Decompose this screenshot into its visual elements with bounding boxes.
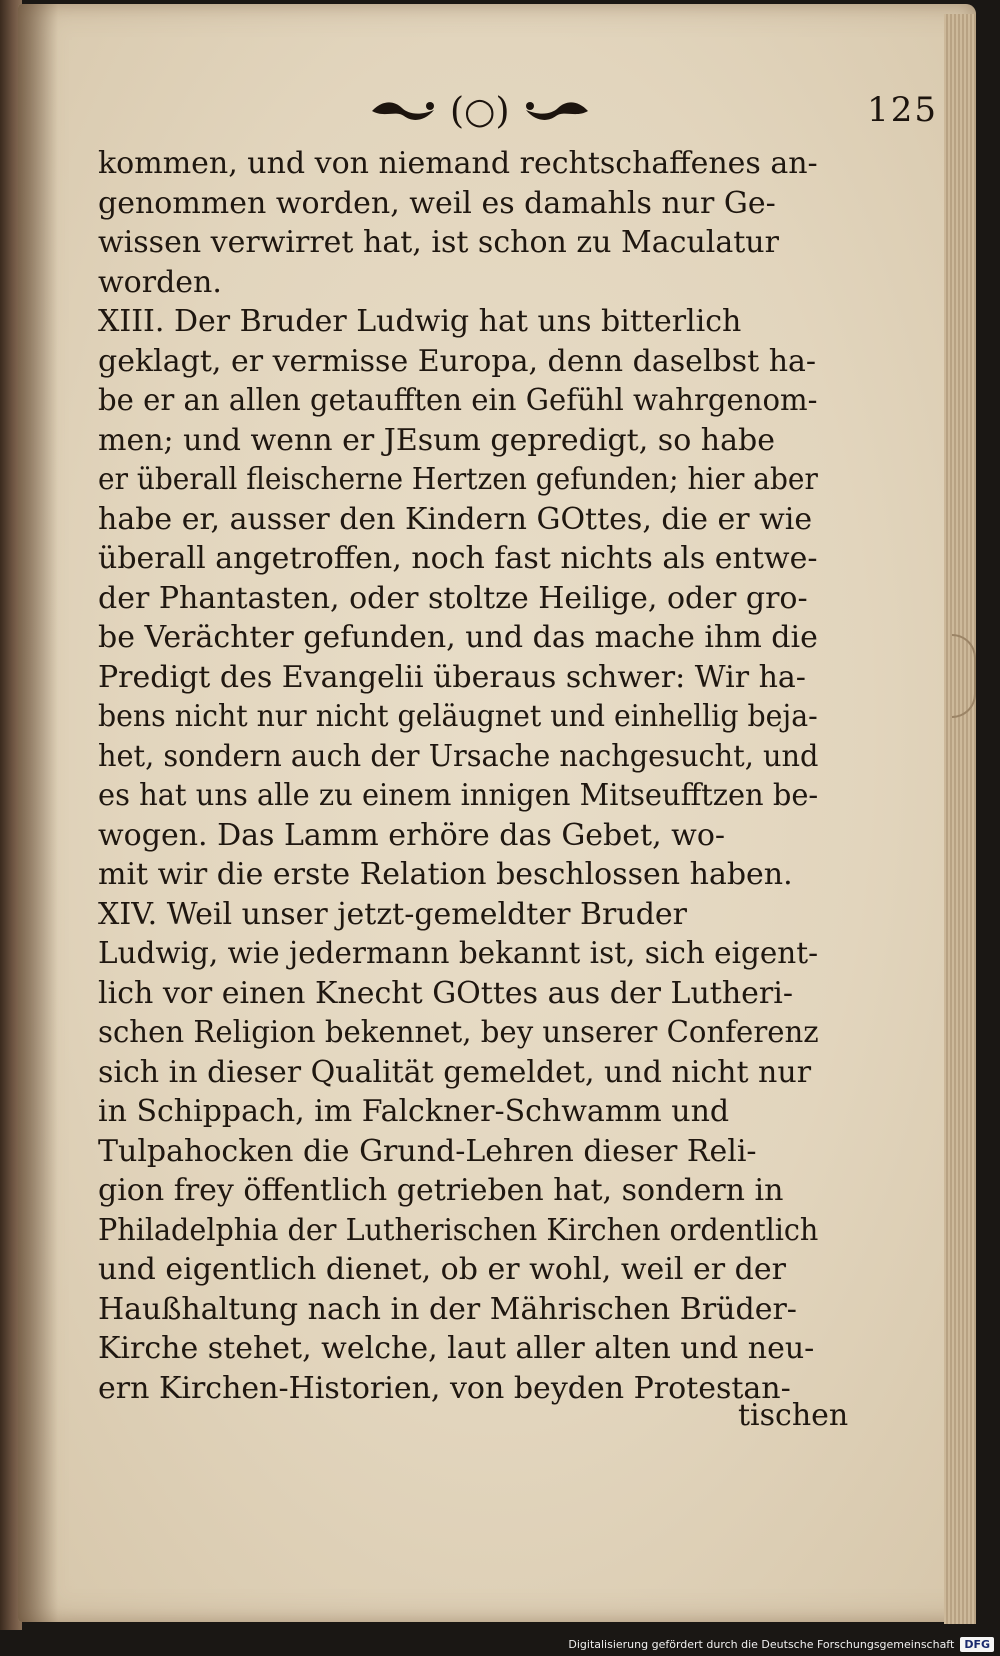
text-line: kommen, und von niemand rechtschaffenes an- <box>98 146 818 181</box>
text-line: er überall fleischerne Hertzen gefunden; hier aber <box>98 462 818 497</box>
text-line: men; und wenn er JEsum gepredigt, so habe <box>98 422 775 458</box>
text-line: Tulpahocken die Grund-Lehren dieser Reli- <box>98 1133 757 1169</box>
text-line: genommen worden, weil es damahls nur Ge- <box>98 185 776 221</box>
page-header <box>78 88 938 138</box>
text-line: lich vor einen Knecht GOttes aus der Lutheri- <box>98 975 793 1011</box>
text-line: Predigt des Evangelii überaus schwer: Wir ha- <box>98 659 806 695</box>
ornament-left-icon <box>368 96 440 126</box>
text-line: schen Religion bekennet, bey unserer Conferenz <box>98 1015 819 1050</box>
page-edges <box>944 14 976 1624</box>
text-line: Philadelphia der Lutherischen Kirchen ordentlich <box>98 1212 819 1248</box>
text-line: mit wir die erste Relation beschlossen haben. <box>98 857 793 892</box>
text-line: geklagt, er vermisse Europa, denn daselbst ha- <box>98 343 817 379</box>
text-line: der Phantasten, oder stoltze Heilige, oder gro- <box>98 580 808 616</box>
book-page <box>18 4 976 1622</box>
digitization-footer <box>568 1634 994 1654</box>
text-line: es hat uns alle zu einem innigen Mitseufftzen be- <box>98 778 819 813</box>
text-line: in Schippach, im Falckner-Schwamm und <box>98 1094 730 1129</box>
text-line: Kirche stehet, welche, laut aller alten und neu- <box>98 1331 815 1366</box>
text-line: ern Kirchen-Historien, von beyden Protestan- <box>98 1370 791 1406</box>
header-ornament <box>368 88 592 134</box>
text-line: und eigentlich dienet, ob er wohl, weil er der <box>98 1252 786 1287</box>
text-line: bens nicht nur nicht geläugnet und einhellig beja- <box>98 699 818 734</box>
body-text <box>98 144 818 1408</box>
text-line: überall angetroffen, noch fast nichts als entwe- <box>98 541 818 576</box>
text-line: het, sondern auch der Ursache nachgesucht, und <box>98 738 819 774</box>
catchword: tischen <box>738 1398 849 1433</box>
page-number: 125 <box>867 90 938 130</box>
ornament-right-icon <box>520 96 592 126</box>
text-line: Ludwig, wie jedermann bekannt ist, sich eigent- <box>98 936 819 971</box>
text-line: worden. <box>98 264 222 300</box>
text-line: gion frey öffentlich getrieben hat, sondern in <box>98 1173 784 1208</box>
footer-credit: Digitalisierung gefördert durch die Deutsche Forschungsgemeinschaft <box>568 1637 955 1651</box>
text-line: sich in dieser Qualität gemeldet, und nicht nur <box>98 1054 812 1090</box>
text-line: wogen. Das Lamm erhöre das Gebet, wo- <box>98 817 726 853</box>
ornament-center: (○) <box>450 90 510 132</box>
spine-shadow <box>18 4 58 1622</box>
text-line: wissen verwirret hat, ist schon zu Maculatur <box>98 225 779 260</box>
text-line: XIV. Weil unser jetzt-gemeldter Bruder <box>98 896 687 932</box>
text-line: be Verächter gefunden, und das mache ihm die <box>98 620 818 655</box>
text-line: habe er, ausser den Kindern GOttes, die er wie <box>98 501 813 537</box>
text-line: XIII. Der Bruder Ludwig hat uns bitterlich <box>98 304 742 339</box>
text-line: be er an allen getaufften ein Gefühl wahrgenom- <box>98 383 818 418</box>
dfg-logo: DFG <box>960 1637 994 1652</box>
text-line: Haußhaltung nach in der Mährischen Brüder- <box>98 1291 797 1327</box>
